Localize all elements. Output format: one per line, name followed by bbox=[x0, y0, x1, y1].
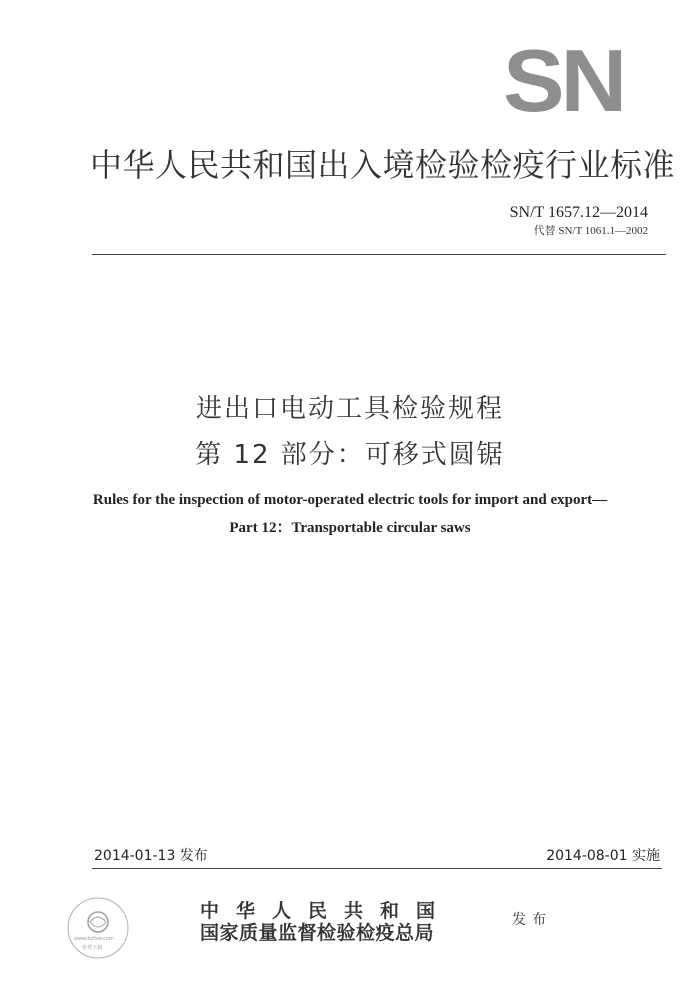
title-en-line2: Part 12：Transportable circular saws bbox=[229, 520, 471, 536]
title-cn-line2: 第 12 部分：可移式圆锯 bbox=[195, 440, 505, 470]
title-cn-line1: 进出口电动工具检验规程 bbox=[195, 394, 504, 424]
issuer-line1: 中华人民共和国 bbox=[200, 900, 453, 922]
bottom-divider bbox=[92, 868, 662, 869]
sn-logo bbox=[493, 31, 633, 130]
standard-code: SN/T 1657.12—2014 bbox=[509, 204, 648, 221]
stamp-icon bbox=[62, 892, 134, 964]
stamp-text-1: www.bzfxw.com bbox=[74, 936, 114, 942]
sn-logo-text: SN bbox=[503, 31, 623, 130]
replaces-standard: 代替 SN/T 1061.1—2002 bbox=[533, 225, 648, 237]
implementation-date: 2014-08-01 实施 bbox=[546, 848, 660, 864]
stamp-text-2: 免费下载 bbox=[82, 945, 103, 951]
top-divider bbox=[92, 254, 666, 255]
publish-label: 发布 bbox=[512, 912, 552, 928]
standard-category: 中华人民共和国出入境检验检疫行业标准 bbox=[90, 146, 676, 184]
issue-date: 2014-01-13 发布 bbox=[94, 848, 208, 864]
title-en-line1: Rules for the inspection of motor-operated electric tools for import and export— bbox=[92, 492, 608, 508]
issuer-line2: 国家质量监督检验检疫总局 bbox=[200, 922, 435, 944]
watermark-stamp bbox=[62, 892, 134, 964]
